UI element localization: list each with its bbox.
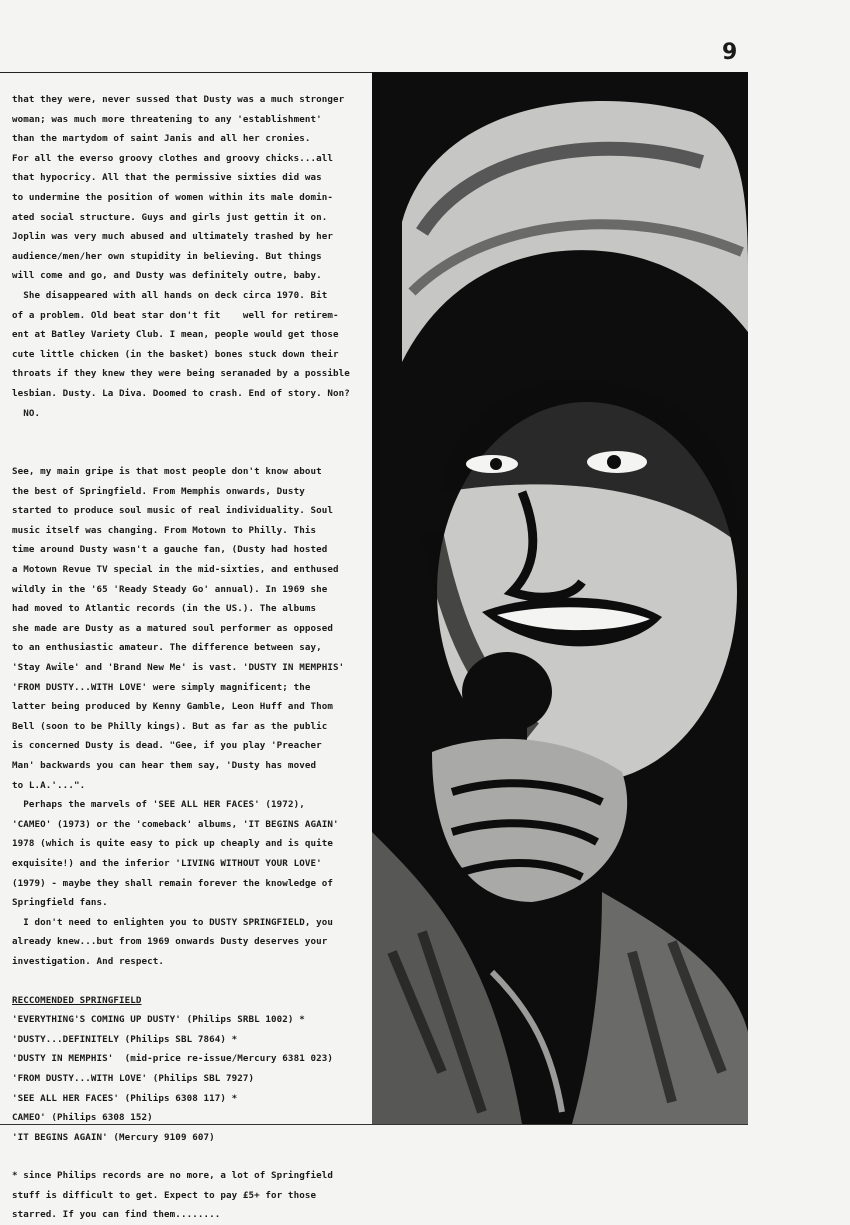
text-line: investigation. And respect.	[12, 955, 165, 967]
text-line: woman; was much more threatening to any 'establishment'	[12, 113, 322, 125]
spacer	[12, 423, 364, 462]
text-line: NO.	[12, 407, 41, 419]
portrait-photo-icon	[372, 72, 748, 1124]
footnote	[12, 1166, 364, 1225]
text-line: music itself was changing. From Motown to Philly. This	[12, 524, 317, 536]
text-line: is concerned Dusty is dead. "Gee, if you play 'Preacher	[12, 740, 322, 752]
text-line: 'CAMEO' (1973) or the 'comeback' albums, 'IT BEGINS AGAIN'	[12, 818, 339, 830]
text-line: cute little chicken (in the basket) bones stuck down their	[12, 348, 339, 360]
text-line: latter being produced by Kenny Gamble, Leon Huff and Thom	[12, 701, 333, 713]
text-line: I don't need to enlighten you to DUSTY SPRINGFIELD, you	[12, 916, 333, 928]
text-line: Springfield fans.	[12, 897, 108, 909]
text-line: * since Philips records are no more, a lot of Springfield	[12, 1170, 333, 1182]
recommended-item: 'IT BEGINS AGAIN' (Mercury 9109 607)	[12, 1131, 215, 1143]
portrait-photo	[372, 72, 748, 1124]
text-line: to an enthusiastic amateur. The difference between say,	[12, 642, 322, 654]
text-line: audience/men/her own stupidity in believing. But things	[12, 250, 322, 262]
text-line: time around Dusty wasn't a gauche fan, (Dusty had hosted	[12, 544, 328, 556]
text-line: stuff is difficult to get. Expect to pay £5+ for those	[12, 1189, 317, 1201]
text-line: already knew...but from 1969 onwards Dusty deserves your	[12, 936, 328, 948]
text-line: had moved to Atlantic records (in the US.). The albums	[12, 603, 317, 615]
text-line: 'Stay Awile' and 'Brand New Me' is vast. 'DUSTY IN MEMPHIS'	[12, 662, 345, 674]
text-line: to undermine the position of women within its male domin-	[12, 191, 333, 203]
text-line: (1979) - maybe they shall remain forever the knowledge of	[12, 877, 333, 889]
text-line: that hypocricy. All that the permissive sixties did was	[12, 172, 322, 184]
text-line: of a problem. Old beat star don't fit well for retirem-	[12, 309, 339, 321]
top-divider	[0, 72, 372, 73]
text-line: will come and go, and Dusty was definitely outre, baby.	[12, 270, 322, 282]
text-line: than the martydom of saint Janis and all her cronies.	[12, 133, 311, 145]
text-line: 'FROM DUSTY...WITH LOVE' were simply magnificent; the	[12, 681, 311, 693]
recommended-item: 'DUSTY IN MEMPHIS' (mid-price re-issue/Mercury 6381 023)	[12, 1053, 333, 1065]
text-line: lesbian. Dusty. La Diva. Doomed to crash. End of story. Non?	[12, 387, 350, 399]
spacer	[12, 972, 364, 991]
text-line: exquisite!) and the inferior 'LIVING WITHOUT YOUR LOVE'	[12, 857, 322, 869]
recommended-item: 'EVERYTHING'S COMING UP DUSTY' (Philips SRBL 1002) *	[12, 1014, 305, 1026]
recommended-item: 'SEE ALL HER FACES' (Philips 6308 117) *	[12, 1092, 238, 1104]
recommended-heading: RECCOMENDED SPRINGFIELD	[12, 994, 142, 1006]
text-line: ated social structure. Guys and girls just gettin it on.	[12, 211, 328, 223]
article-paragraph-2	[12, 286, 364, 423]
article-paragraph-4	[12, 795, 364, 913]
recommended-item: 'FROM DUSTY...WITH LOVE' (Philips SBL 7927)	[12, 1072, 255, 1084]
article-paragraph-5	[12, 913, 364, 972]
text-line: ent at Batley Variety Club. I mean, people would get those	[12, 329, 339, 341]
text-line: that they were, never sussed that Dusty was a much stronger	[12, 94, 345, 105]
text-line: Bell (soon to be Philly kings). But as far as the public	[12, 720, 328, 732]
text-line: wildly in the '65 'Ready Steady Go' annual). In 1969 she	[12, 583, 328, 595]
text-line: a Motown Revue TV special in the mid-sixties, and enthused	[12, 564, 339, 576]
page-number: 9	[722, 40, 738, 65]
text-line: she made are Dusty as a matured soul performer as opposed	[12, 622, 333, 634]
spacer	[12, 1147, 364, 1166]
text-line: She disappeared with all hands on deck circa 1970. Bit	[12, 289, 328, 301]
text-line: 1978 (which is quite easy to pick up cheaply and is quite	[12, 838, 333, 850]
recommended-item: CAMEO' (Philips 6308 152)	[12, 1112, 153, 1124]
text-line: the best of Springfield. From Memphis onwards, Dusty	[12, 485, 305, 497]
text-line: throats if they knew they were being seranaded by a possible	[12, 368, 350, 380]
article-text-column	[12, 90, 364, 1225]
text-line: Joplin was very much abused and ultimately trashed by her	[12, 231, 333, 243]
text-line: For all the everso groovy clothes and groovy chicks...all	[12, 152, 333, 164]
text-line: started to produce soul music of real individuality. Soul	[12, 505, 333, 517]
text-line: to L.A.'...".	[12, 779, 86, 791]
text-line: See, my main gripe is that most people don't know about	[12, 466, 322, 478]
bottom-divider	[0, 1124, 748, 1125]
recommended-item: 'DUSTY...DEFINITELY (Philips SBL 7864) *	[12, 1033, 238, 1045]
text-line: Man' backwards you can hear them say, 'Dusty has moved	[12, 760, 317, 771]
article-paragraph-1	[12, 90, 364, 286]
text-line: starred. If you can find them........	[12, 1209, 221, 1221]
text-line: Perhaps the marvels of 'SEE ALL HER FACES' (1972),	[12, 799, 305, 811]
article-paragraph-3	[12, 462, 364, 795]
